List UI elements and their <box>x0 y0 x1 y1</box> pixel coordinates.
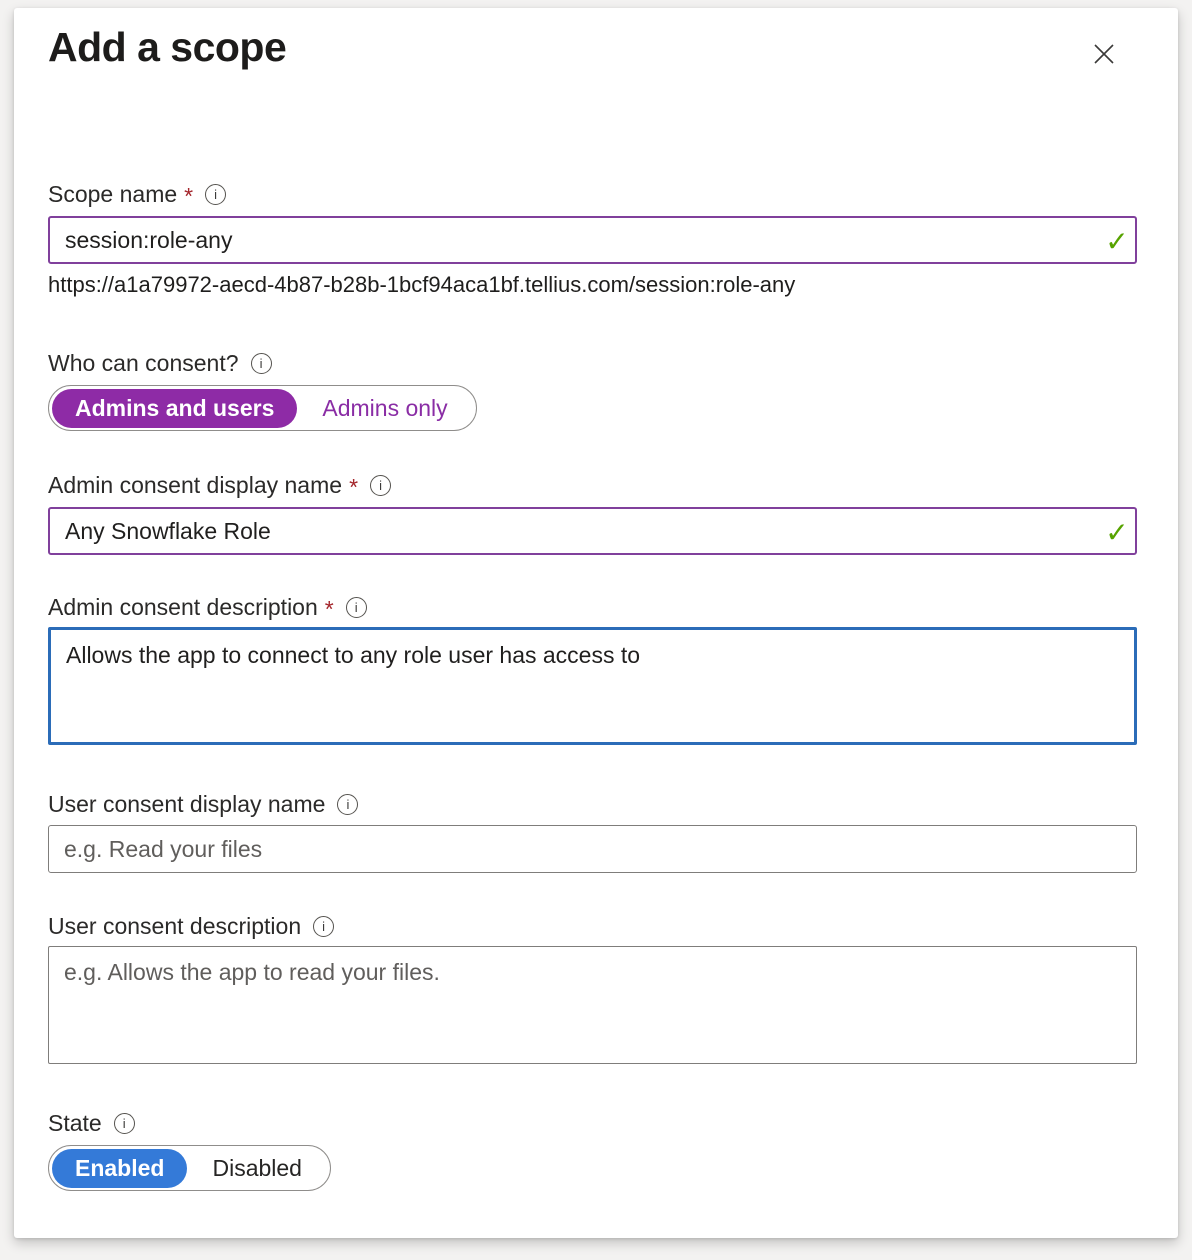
info-icon[interactable]: i <box>313 916 334 937</box>
required-marker: * <box>184 182 194 209</box>
add-scope-panel <box>14 8 1178 1238</box>
toggle-option-disabled[interactable]: Disabled <box>212 1154 302 1181</box>
user-consent-display-name-label-row <box>48 789 358 819</box>
scope-name-label-row <box>48 179 226 209</box>
state-toggle <box>48 1145 331 1191</box>
state-label-row <box>48 1108 135 1138</box>
toggle-option-admins-only[interactable]: Admins only <box>322 394 448 421</box>
page-title: Add a scope <box>48 24 287 70</box>
info-icon[interactable]: i <box>205 184 226 205</box>
admin-consent-display-name-label-row <box>48 470 391 500</box>
admin-consent-description-textarea[interactable] <box>48 627 1137 745</box>
admin-consent-description-label: Admin consent description <box>48 593 318 620</box>
admin-consent-description-label-row <box>48 592 367 622</box>
admin-consent-display-name-label: Admin consent display name <box>48 471 343 498</box>
required-marker: * <box>349 473 359 500</box>
close-button[interactable] <box>1084 34 1124 74</box>
scope-full-url: https://a1a79972-aecd-4b87-b28b-1bcf94aca1bf.tellius.com/session:role-any <box>48 272 796 297</box>
close-icon <box>1088 38 1120 70</box>
check-icon: ✓ <box>1105 517 1129 548</box>
info-icon[interactable]: i <box>114 1113 135 1134</box>
info-icon[interactable]: i <box>370 475 391 496</box>
who-can-consent-label: Who can consent? <box>48 349 239 376</box>
state-label: State <box>48 1109 102 1136</box>
toggle-option-enabled[interactable]: Enabled <box>52 1149 187 1188</box>
who-can-consent-toggle <box>48 385 477 431</box>
toggle-option-admins-and-users[interactable]: Admins and users <box>52 389 297 428</box>
user-consent-display-name-label: User consent display name <box>48 790 326 817</box>
user-consent-description-textarea[interactable] <box>48 946 1137 1064</box>
admin-consent-display-name-input[interactable] <box>48 507 1137 555</box>
required-marker: * <box>324 595 334 622</box>
info-icon[interactable]: i <box>346 597 367 618</box>
user-consent-description-label: User consent description <box>48 912 302 939</box>
scope-name-input[interactable] <box>48 216 1137 264</box>
check-icon: ✓ <box>1105 226 1129 257</box>
info-icon[interactable]: i <box>337 794 358 815</box>
info-icon[interactable]: i <box>251 353 272 374</box>
user-consent-description-label-row <box>48 911 334 941</box>
user-consent-display-name-input[interactable] <box>48 825 1137 873</box>
who-can-consent-label-row <box>48 348 272 378</box>
scope-name-label: Scope name <box>48 180 178 207</box>
